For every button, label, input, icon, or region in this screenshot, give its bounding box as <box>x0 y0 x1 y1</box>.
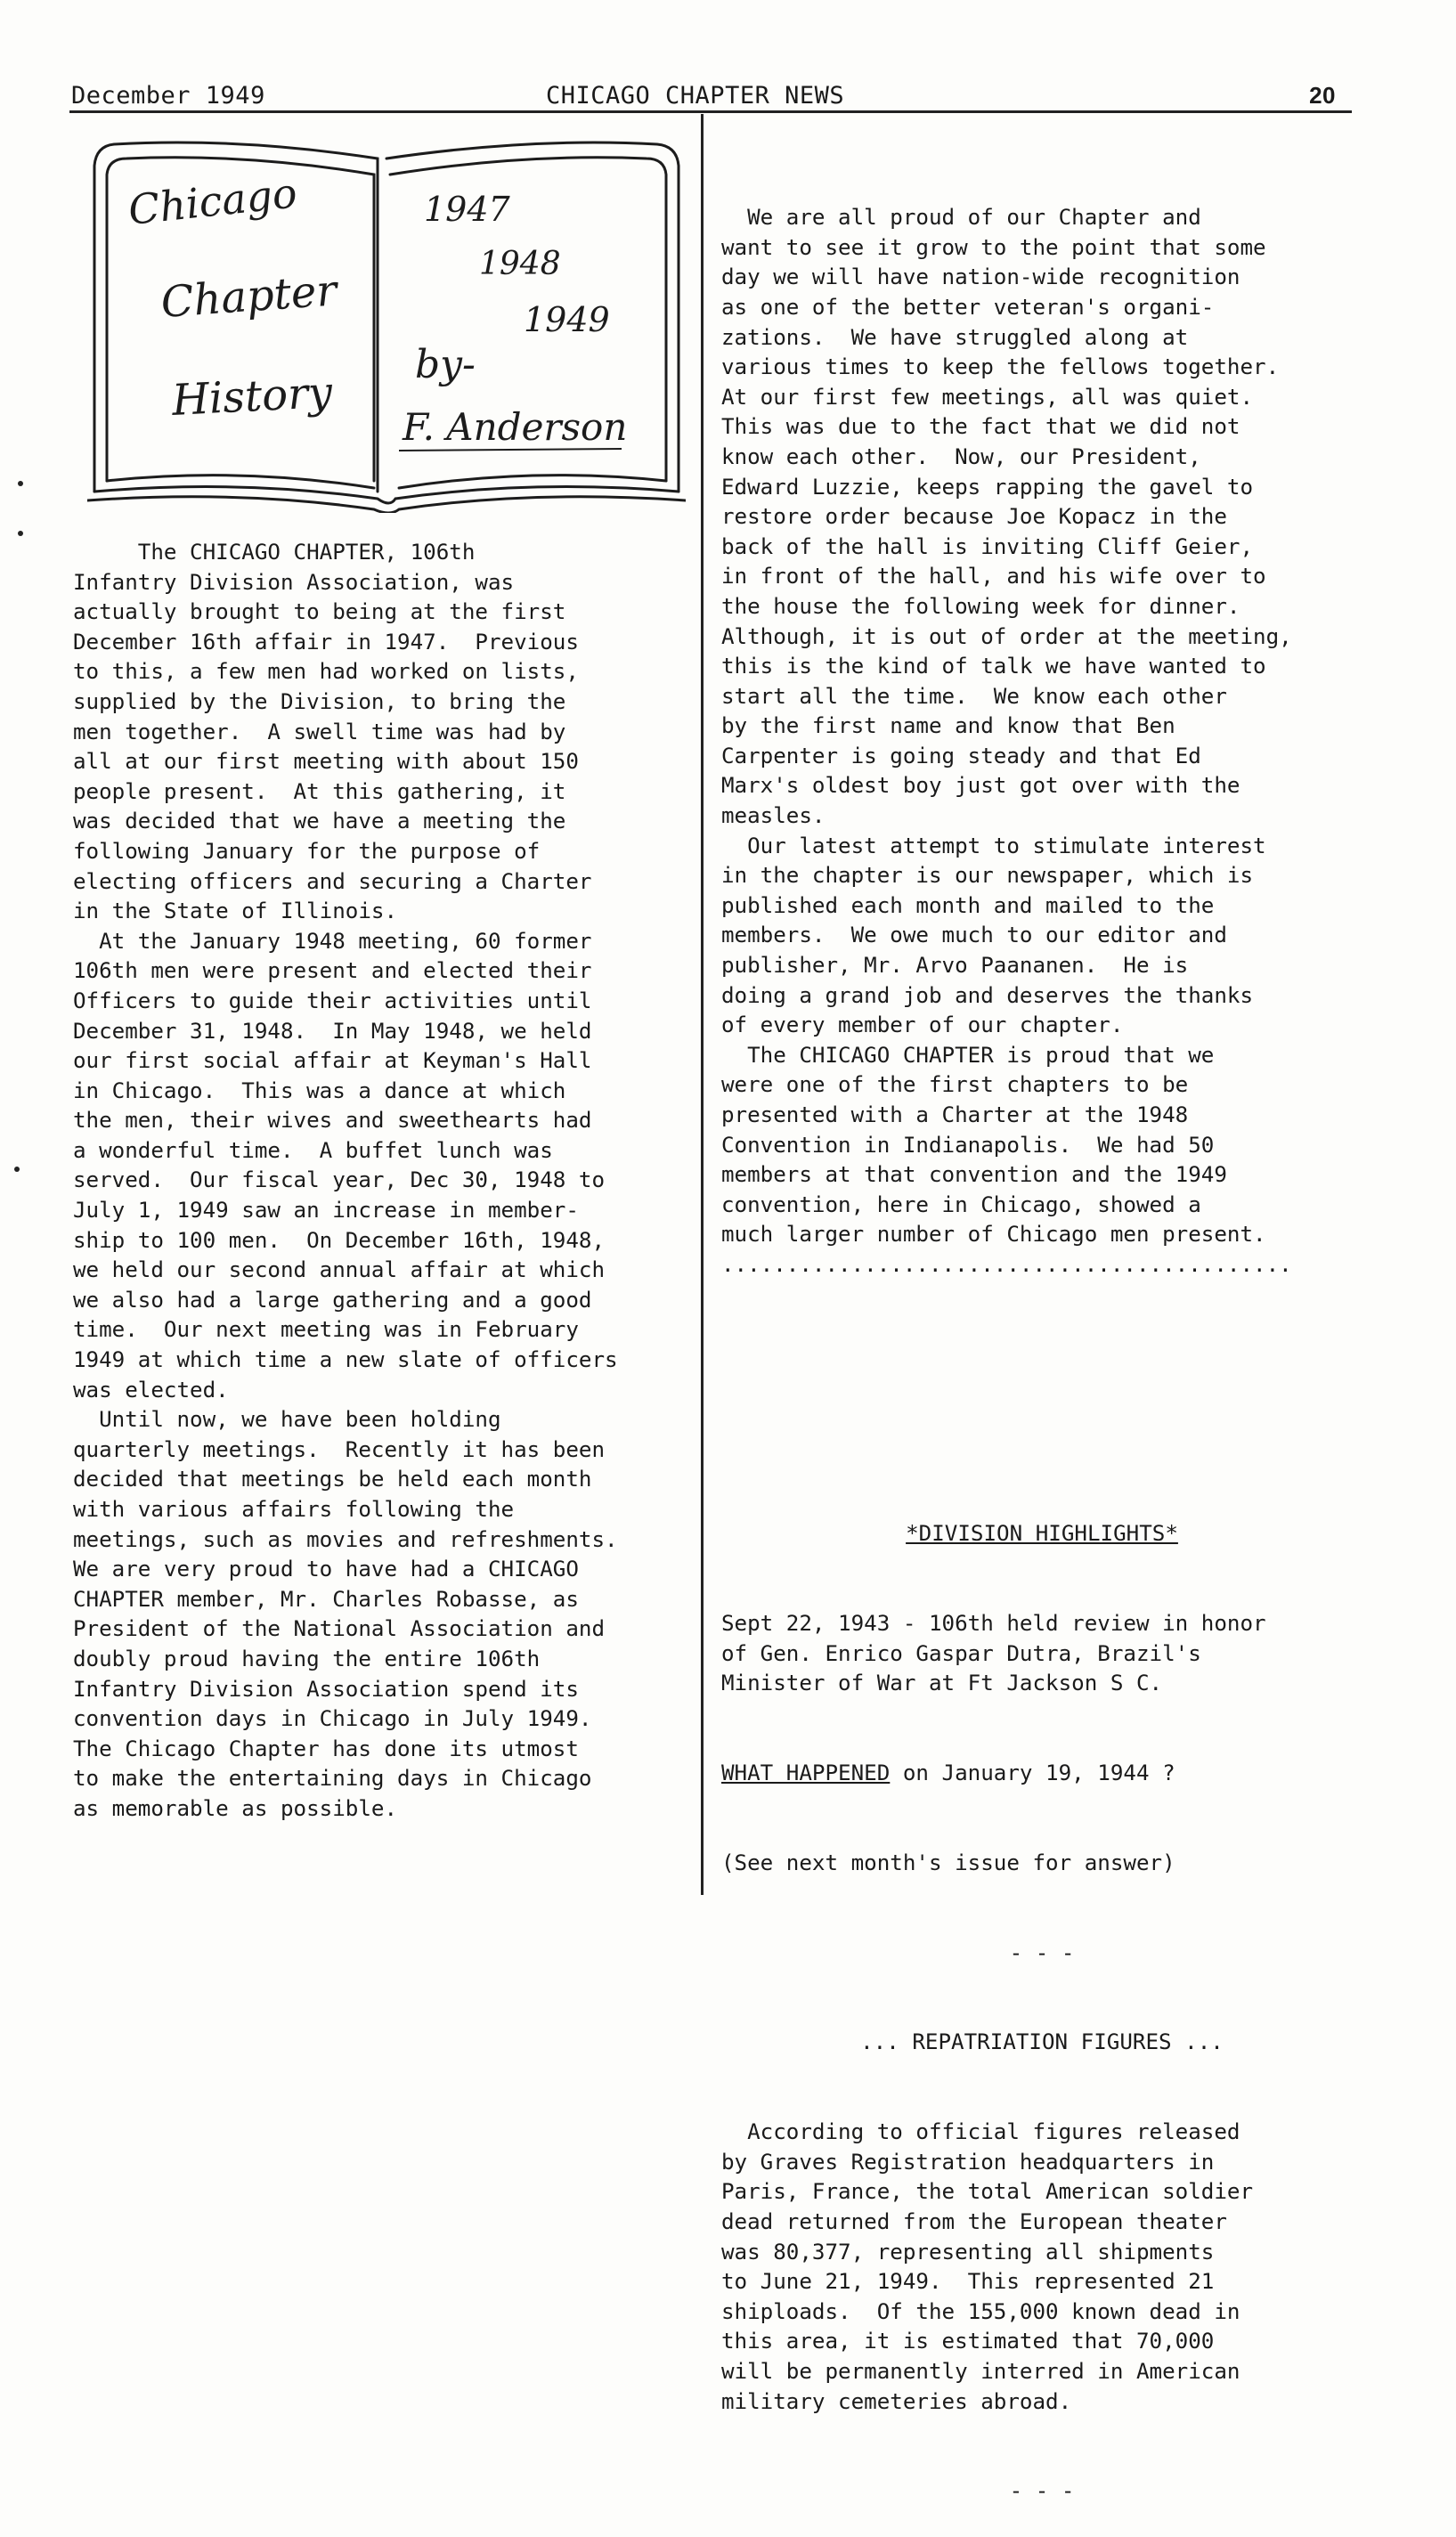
spacer <box>721 1430 1362 1460</box>
text-line: our first social affair at Keyman's Hall <box>73 1048 592 1074</box>
text-line: CHAPTER member, Mr. Charles Robasse, as <box>73 1586 579 1612</box>
text-line: presented with a Charter at the 1948 <box>721 1102 1189 1127</box>
text-line: publisher, Mr. Arvo Paananen. He is <box>721 953 1189 979</box>
text-line: we also had a large gathering and a good <box>73 1287 592 1313</box>
text-line: restore order because Joe Kopacz in the <box>721 504 1227 530</box>
text-line: President of the National Association and <box>73 1616 606 1642</box>
section-separator: - - - <box>1009 1939 1075 1965</box>
highlights-heading: *DIVISION HIGHLIGHTS* <box>906 1521 1178 1547</box>
highlights-question <box>721 1759 1362 1789</box>
text-line: Infantry Division Association spend its <box>73 1676 579 1702</box>
spacer <box>721 1340 1362 1370</box>
text-line: According to official figures released <box>721 2119 1240 2145</box>
text-line: doubly proud having the entire 106th <box>73 1646 541 1671</box>
newsletter-title: CHICAGO CHAPTER NEWS <box>546 82 845 110</box>
text-line: men together. A swell time was had by <box>73 719 566 744</box>
cover-year-1949: 1949 <box>524 300 610 339</box>
highlights-body <box>721 1609 1362 1699</box>
text-line: time. Our next meeting was in February <box>73 1317 579 1343</box>
text-line: know each other. Now, our President, <box>721 443 1201 469</box>
text-line: July 1, 1949 saw an increase in member- <box>73 1198 579 1224</box>
text-line: December 31, 1948. In May 1948, we held <box>73 1018 592 1044</box>
cover-by: by- <box>415 342 476 387</box>
text-line: all at our first meeting with about 150 <box>73 749 579 775</box>
margin-speck <box>18 481 23 486</box>
text-line: to make the entertaining days in Chicago <box>73 1766 592 1792</box>
text-line: zations. We have struggled along at <box>721 324 1189 350</box>
text-line: meetings, such as movies and refreshments. <box>73 1526 618 1552</box>
text-line: was elected. <box>73 1377 229 1403</box>
text-line: Carpenter is going steady and that Ed <box>721 743 1201 768</box>
text-line: served. Our fiscal year, Dec 30, 1948 to <box>73 1167 606 1193</box>
text-line: start all the time. We know each other <box>721 683 1227 709</box>
text-line: with various affairs following the <box>73 1497 515 1522</box>
text-line: in Chicago. This was a dance at which <box>73 1077 566 1103</box>
text-line: in front of the hall, and his wife over to <box>721 564 1266 590</box>
repatriation-heading: ... REPATRIATION FIGURES ... <box>860 2029 1224 2055</box>
text-line: Edward Luzzie, keeps rapping the gavel to <box>721 474 1254 500</box>
text-line: 106th men were present and elected their <box>73 958 592 984</box>
text-line: electing officers and securing a Charter <box>73 868 592 894</box>
text-line: a wonderful time. A buffet lunch was <box>73 1137 553 1163</box>
text-line: in the chapter is our newspaper, which is <box>721 863 1254 889</box>
left-article-column <box>73 538 687 1825</box>
highlights-answer-note: (See next month's issue for answer) <box>721 1850 1175 1875</box>
text-line: Convention in Indianapolis. We had 50 <box>721 1132 1215 1158</box>
text-line: Minister of War at Ft Jackson S C. <box>721 1671 1163 1696</box>
end-separator: - - - <box>1009 2478 1075 2504</box>
column-divider <box>701 114 704 1895</box>
chapter-history-book-drawing <box>87 139 686 513</box>
text-line: as memorable as possible. <box>73 1795 398 1821</box>
text-line: This was due to the fact that we did not <box>721 414 1240 440</box>
page-number: 20 <box>1309 82 1336 109</box>
text-line: people present. At this gathering, it <box>73 778 566 804</box>
text-line: ship to 100 men. On December 16th, 1948, <box>73 1227 606 1253</box>
margin-speck <box>14 1167 20 1172</box>
text-line: Although, it is out of order at the meeting, <box>721 623 1292 649</box>
text-line: much larger number of Chicago men present. <box>721 1222 1266 1248</box>
text-line: Sept 22, 1943 - 106th held review in honor <box>721 1611 1266 1637</box>
text-line: following January for the purpose of <box>73 838 541 864</box>
text-line: by Graves Registration headquarters in <box>721 2149 1215 2175</box>
text-line: was decided that we have a meeting the <box>73 809 566 834</box>
text-line: day we will have nation-wide recognition <box>721 264 1240 290</box>
text-line: published each month and mailed to the <box>721 892 1215 918</box>
text-line: to this, a few men had worked on lists, <box>73 659 579 685</box>
text-line: dead returned from the European theater <box>721 2208 1227 2234</box>
text-line: by the first name and know that Ben <box>721 713 1175 739</box>
text-line: ............................................ <box>721 1251 1292 1277</box>
text-line: convention days in Chicago in July 1949. <box>73 1706 592 1732</box>
text-line: members. We owe much to our editor and <box>721 923 1227 948</box>
text-line: Paris, France, the total American soldier <box>721 2179 1254 2205</box>
text-line: shiploads. Of the 155,000 known dead in <box>721 2298 1240 2324</box>
text-line: in the State of Illinois. <box>73 899 398 924</box>
cover-year-1947: 1947 <box>424 190 510 229</box>
text-line: the house the following week for dinner. <box>721 593 1240 619</box>
text-line: we held our second annual affair at which <box>73 1257 606 1283</box>
text-line: doing a grand job and deserves the thanks <box>721 982 1254 1008</box>
author-underline <box>399 449 622 451</box>
text-line: decided that meetings be held each month <box>73 1467 592 1492</box>
text-line: measles. <box>721 803 826 829</box>
text-line: want to see it grow to the point that some <box>721 234 1266 260</box>
text-line: At our first few meetings, all was quiet. <box>721 384 1254 410</box>
cover-word-3: History <box>170 367 334 426</box>
open-book-illustration <box>87 139 686 513</box>
text-line: 1949 at which time a new slate of officers <box>73 1347 618 1373</box>
cover-year-1948: 1948 <box>479 246 561 282</box>
chapter-history-continued <box>721 203 1362 1280</box>
cover-word-2: Chapter <box>159 265 338 328</box>
text-line: military cemeteries abroad. <box>721 2388 1072 2414</box>
text-line: back of the hall is inviting Cliff Geier, <box>721 533 1254 559</box>
text-line: We are all proud of our Chapter and <box>721 205 1201 231</box>
text-line: At the January 1948 meeting, 60 former <box>73 928 592 954</box>
header-rule <box>69 110 1352 113</box>
repatriation-body <box>721 2118 1362 2417</box>
right-article-column <box>721 143 1362 2537</box>
text-line: Our latest attempt to stimulate interest <box>721 833 1266 858</box>
text-line: The Chicago Chapter has done its utmost <box>73 1736 579 1761</box>
text-line: the men, their wives and sweethearts had <box>73 1108 592 1134</box>
text-line: will be permanently interred in American <box>721 2358 1240 2384</box>
text-line: The CHICAGO CHAPTER, 106th <box>73 540 476 565</box>
text-line: The CHICAGO CHAPTER is proud that we <box>721 1042 1215 1068</box>
text-line: of Gen. Enrico Gaspar Dutra, Brazil's <box>721 1640 1201 1666</box>
question-rest: on January 19, 1944 ? <box>890 1760 1175 1786</box>
text-line: this area, it is estimated that 70,000 <box>721 2329 1215 2354</box>
text-line: actually brought to being at the first <box>73 599 566 625</box>
text-line: to June 21, 1949. This represented 21 <box>721 2269 1215 2295</box>
issue-date: December 1949 <box>71 82 265 110</box>
text-line: was 80,377, representing all shipments <box>721 2239 1215 2265</box>
text-line: Until now, we have been holding <box>73 1407 501 1433</box>
text-line: December 16th affair in 1947. Previous <box>73 629 579 655</box>
text-line: this is the kind of talk we have wanted to <box>721 654 1266 679</box>
text-line: Officers to guide their activities until <box>73 988 592 1013</box>
text-line: Infantry Division Association, was <box>73 569 515 595</box>
text-line: were one of the first chapters to be <box>721 1072 1189 1098</box>
text-line: supplied by the Division, to bring the <box>73 688 566 714</box>
text-line: Marx's oldest boy just got over with the <box>721 773 1240 799</box>
text-line: quarterly meetings. Recently it has been <box>73 1436 606 1462</box>
cover-word-1: Chicago <box>126 168 299 234</box>
text-line: members at that convention and the 1949 <box>721 1162 1227 1188</box>
text-line: of every member of our chapter. <box>721 1012 1124 1038</box>
question-label: WHAT HAPPENED <box>721 1760 891 1786</box>
text-line: various times to keep the fellows together. <box>721 354 1280 380</box>
cover-author: F. Anderson <box>403 405 628 449</box>
text-line: We are very proud to have had a CHICAGO <box>73 1557 579 1582</box>
text-line: convention, here in Chicago, showed a <box>721 1191 1201 1217</box>
text-line: as one of the better veteran's organi- <box>721 294 1215 320</box>
margin-speck <box>18 531 23 536</box>
page-header <box>69 82 1352 114</box>
